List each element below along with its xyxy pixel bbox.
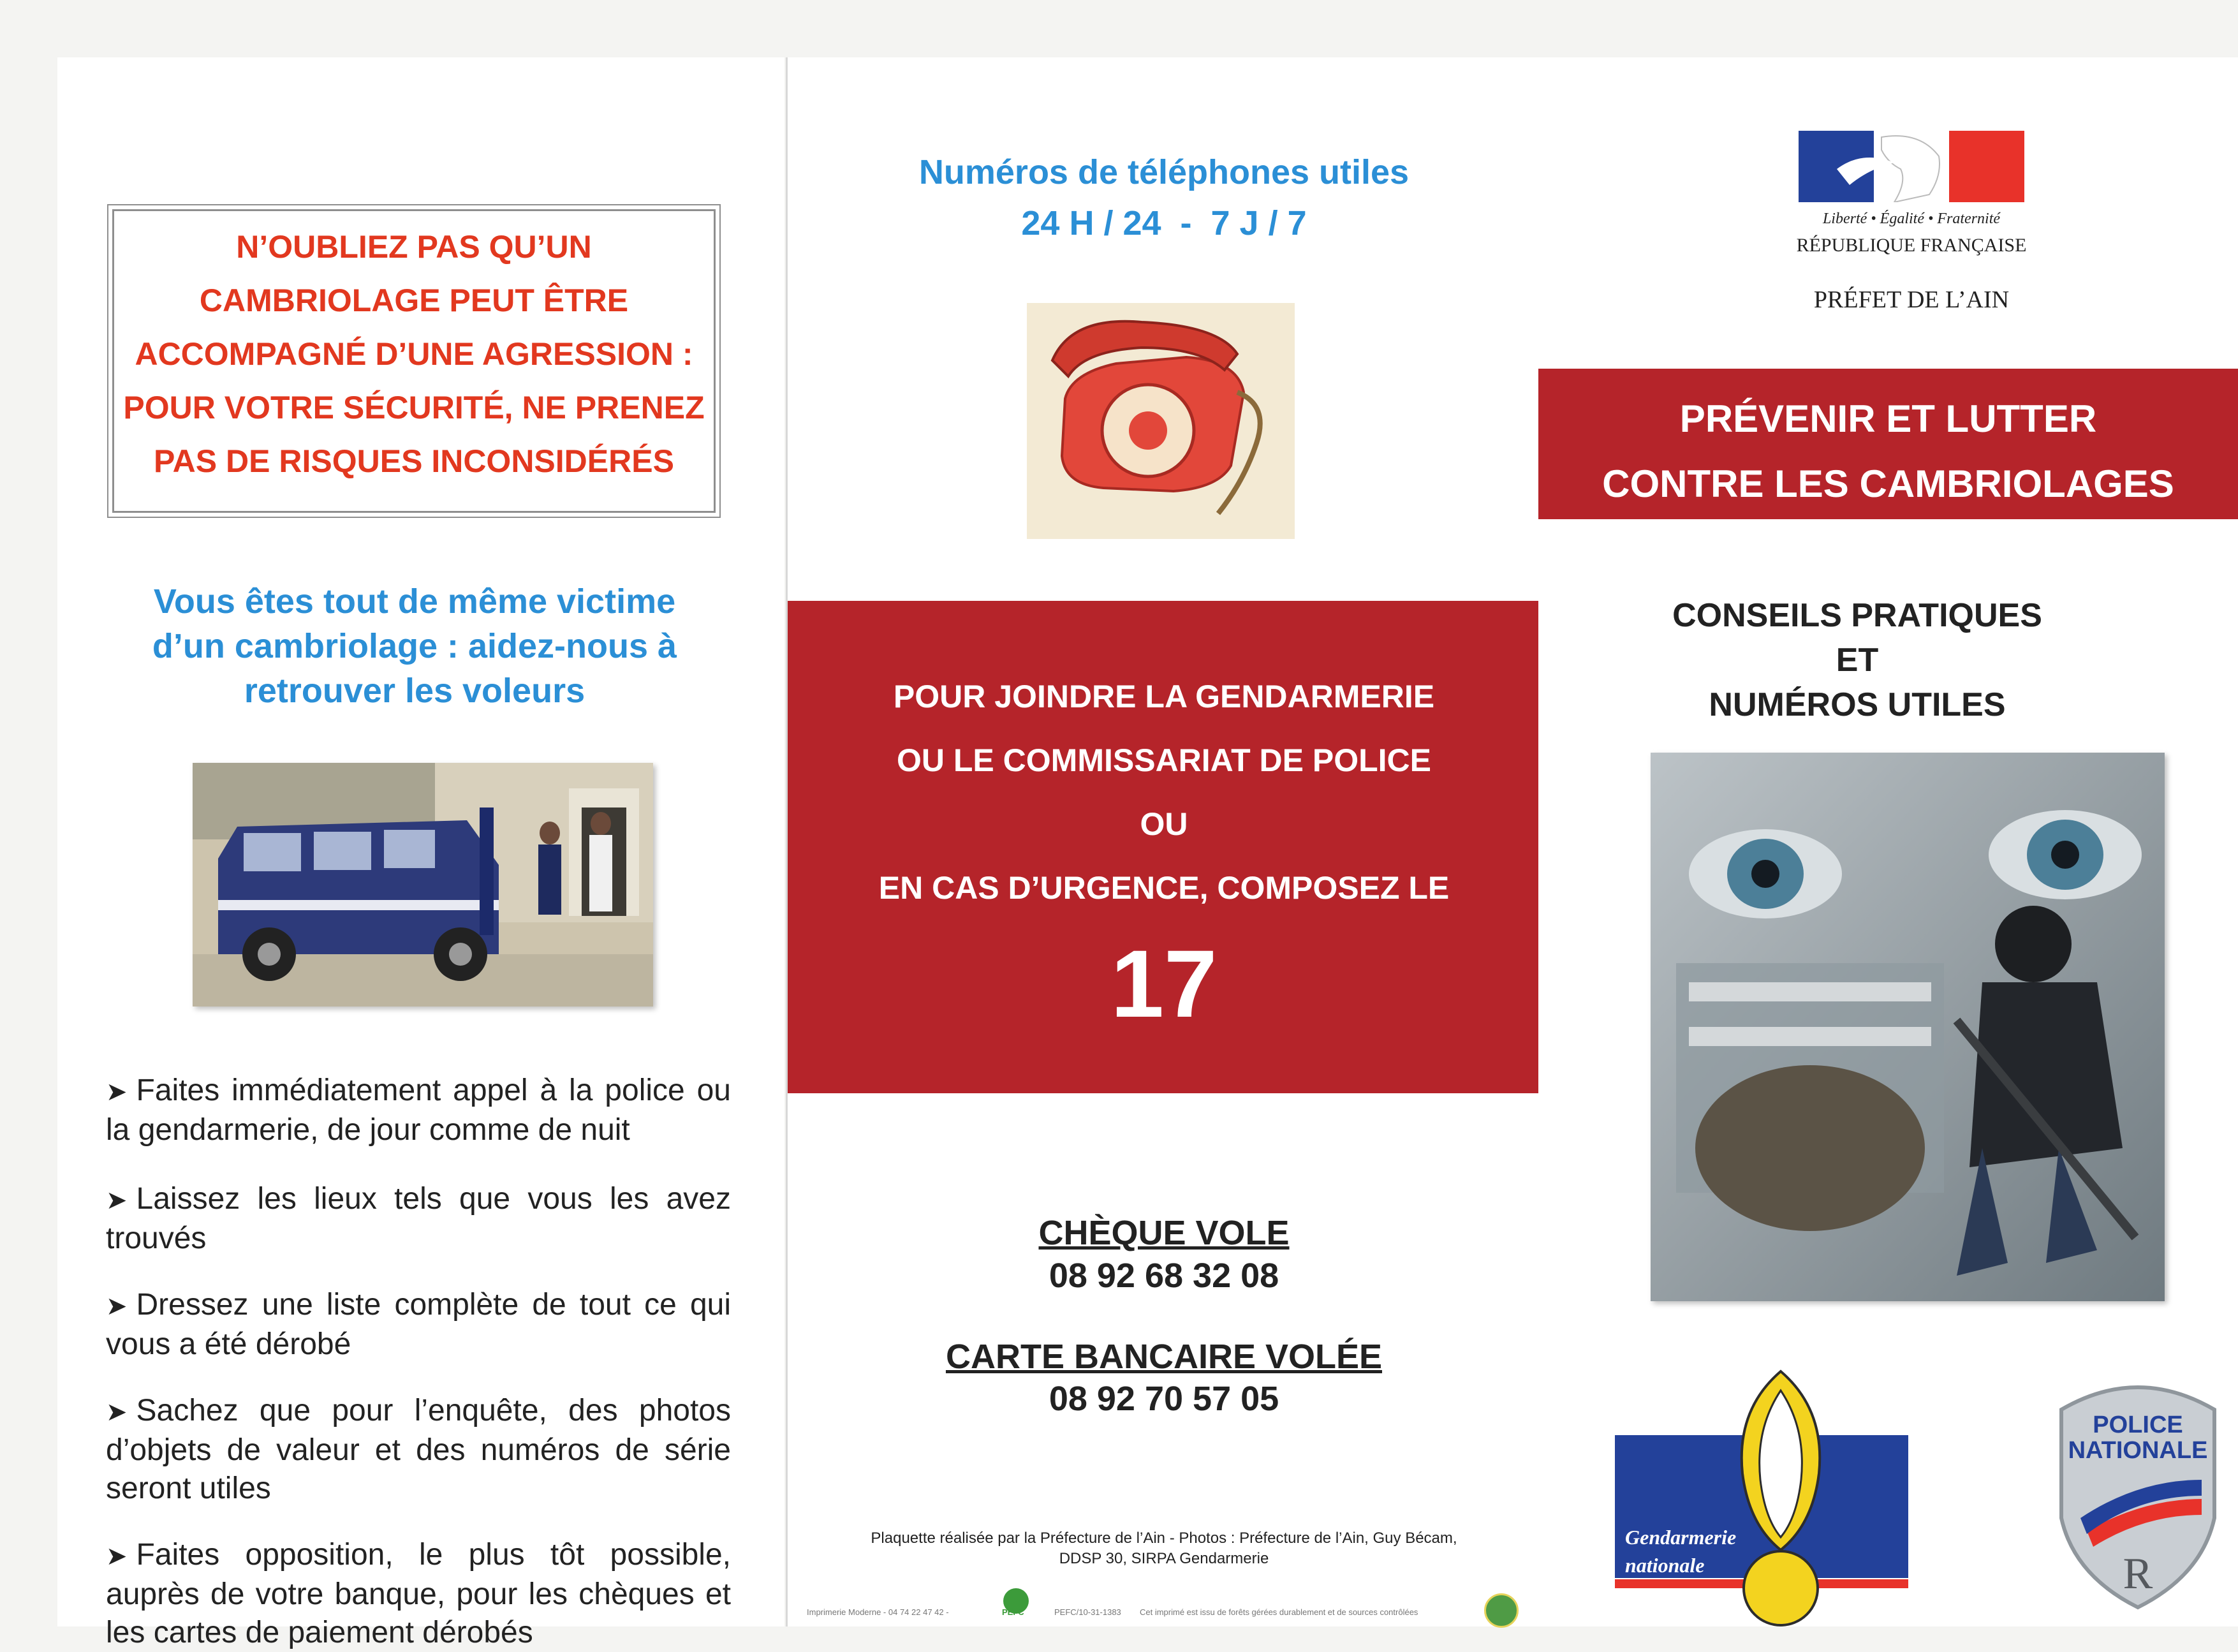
phones-hours: 24 H / 24 - 7 J / 7 [1021, 204, 1307, 242]
warning-line: PAS DE RISQUES INCONSIDÉRÉS [154, 443, 674, 479]
victim-subtitle [96, 579, 733, 713]
credits-line: Plaquette réalisée par la Préfecture de l’Ain - Photos : Préfecture de l’Ain, Guy Bécam, [871, 1530, 1457, 1547]
arrow-icon: ➤ [106, 1186, 128, 1214]
advice-item: ➤ Faites immédiatement appel à la police ou la gendarmerie, de jour comme de nuit [106, 1073, 731, 1147]
subtitle-line: ET [1836, 642, 1879, 679]
gendarmerie-logo [1615, 1365, 1908, 1633]
subtitle-line: NUMÉROS UTILES [1709, 686, 2006, 723]
marianne-logo-icon [1799, 131, 2024, 202]
advice-item: ➤ Sachez que pour l’enquête, des photos d’objets de valeur et des numéros de série seront utiles [106, 1394, 731, 1505]
right-panel [1538, 57, 2238, 1626]
phones-title: Numéros de téléphones utiles [918, 153, 1410, 191]
pefc-code: PEFC/10-31-1383 [1054, 1607, 1121, 1617]
middle-panel [786, 57, 1542, 1626]
subtitle-line: Vous êtes tout de même victime [153, 582, 676, 621]
emergency-line: POUR JOINDRE LA GENDARMERIE [893, 679, 1435, 714]
printer-line: Imprimerie Moderne - 04 74 22 47 42 - [807, 1607, 949, 1617]
credits-line: DDSP 30, SIRPA Gendarmerie [1059, 1550, 1269, 1567]
telephone-icon [1027, 303, 1295, 539]
advice-item: ➤ Dressez une liste complète de tout ce qui vous a été dérobé [106, 1288, 731, 1361]
cheque-label: CHÈQUE VOLE [1038, 1214, 1290, 1252]
gendarmerie-van-photo [193, 763, 653, 1007]
card-label: CARTE BANCAIRE VOLÉE [945, 1338, 1383, 1376]
republic-motto: Liberté • Égalité • Fraternité [1822, 210, 2001, 227]
emergency-number: 17 [1110, 930, 1218, 1037]
prefet-label: PRÉFET DE L’AIN [1813, 286, 2010, 313]
gendarmerie-label: Gendarmerie nationale [1625, 1526, 1737, 1577]
left-panel [57, 57, 784, 1649]
advice-item: ➤ Faites opposition, le plus tôt possible, auprès de votre banque, pour les chèques et les cartes de paiement dérobés [106, 1538, 731, 1649]
advice-item: ➤ Laissez les lieux tels que vous les avez trouvés [106, 1182, 731, 1255]
warning-line: POUR VOTRE SÉCURITÉ, NE PRENEZ [123, 390, 705, 425]
advice-list [106, 1072, 731, 1652]
svg-text:R: R [2123, 1549, 2153, 1598]
warning-line: CAMBRIOLAGE PEUT ÊTRE [199, 283, 629, 318]
eco-note: Cet imprimé est issu de forêts gérées durablement et de sources contrôlées [1140, 1607, 1418, 1617]
printer-footer [807, 1588, 1521, 1626]
card-number: 08 92 70 57 05 [1049, 1380, 1279, 1418]
subtitle-line: d’un cambriolage : aidez-nous à [152, 627, 677, 665]
arrow-icon: ➤ [106, 1398, 128, 1426]
police-nationale-logo [2049, 1371, 2227, 1614]
pefc-label: PEFC [1002, 1607, 1024, 1617]
subtitle-line: CONSEILS PRATIQUES [1672, 597, 2042, 634]
title-line: PRÉVENIR ET LUTTER [1679, 397, 2097, 440]
eco-seal-icon [1484, 1593, 1519, 1628]
police-label: POLICE NATIONALE [2068, 1412, 2208, 1464]
emergency-banner [788, 601, 1540, 1093]
burglar-photo [1651, 753, 2165, 1301]
subtitle [1615, 593, 2100, 727]
warning-box [112, 209, 716, 513]
arrow-icon: ➤ [106, 1542, 128, 1570]
subtitle-line: retrouver les voleurs [244, 672, 585, 710]
arrow-icon: ➤ [106, 1078, 128, 1106]
warning-line: ACCOMPAGNÉ D’UNE AGRESSION : [135, 336, 693, 372]
warning-line: N’OUBLIEZ PAS QU’UN [236, 229, 592, 265]
emergency-line: OU [1140, 806, 1188, 842]
title-banner [1538, 369, 2238, 519]
title-line: CONTRE LES CAMBRIOLAGES [1602, 462, 2174, 505]
cheque-number: 08 92 68 32 08 [1049, 1257, 1279, 1295]
emergency-line: OU LE COMMISSARIAT DE POLICE [897, 742, 1431, 778]
republic-name: RÉPUBLIQUE FRANÇAISE [1796, 235, 2027, 256]
emergency-line: EN CAS D’URGENCE, COMPOSEZ LE [878, 870, 1450, 906]
arrow-icon: ➤ [106, 1292, 128, 1320]
